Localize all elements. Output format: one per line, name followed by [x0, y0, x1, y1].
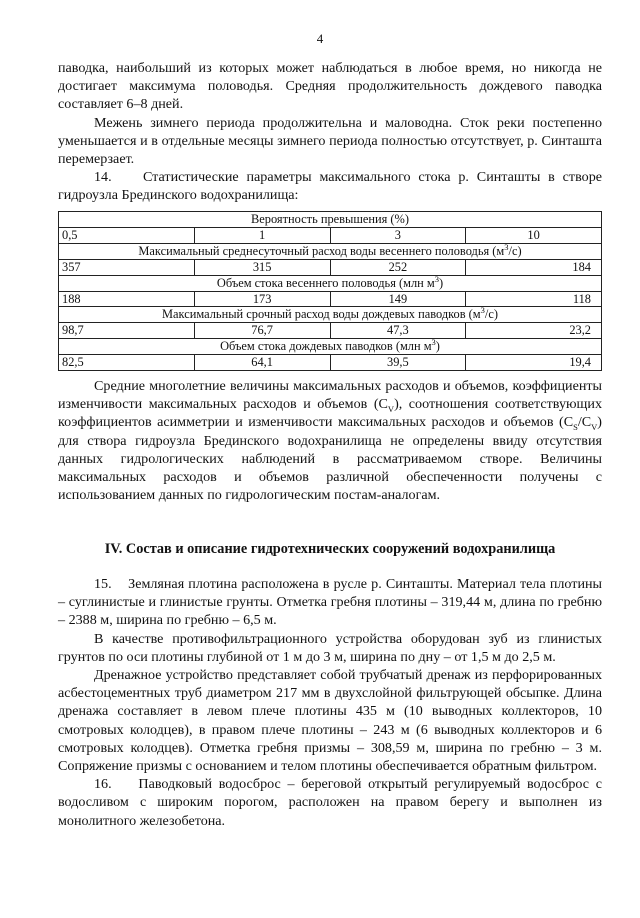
table-row: [59, 291, 602, 307]
table-cell: 315: [194, 259, 330, 275]
text-block-top: [58, 59, 602, 205]
table-row: [59, 259, 602, 275]
table-cell: 184: [466, 259, 602, 275]
paragraph-average-values: [58, 377, 602, 504]
table-cell: 82,5: [59, 355, 195, 371]
table-cell: 19,4: [466, 355, 602, 371]
text-run: ) для створа гидроузла Брединского водохранилища не определены ввиду отсутствия данных гидрологических наблюдений в рассматриваемом створе. Величины максимальных расходов и объемов различной обеспеченности получены с использованием данных по гидрологическим постам-аналогам.: [58, 414, 602, 504]
text-block-averages: [58, 377, 602, 504]
text-run: /C: [577, 414, 592, 431]
table-cell: 357: [59, 259, 195, 275]
table-cell: 173: [194, 291, 330, 307]
table-row: [59, 339, 602, 355]
section-title-text: ): [435, 339, 440, 354]
paragraph-item-16: [58, 775, 602, 830]
section-title-spring-volume: [59, 275, 602, 291]
table-cell: 118: [466, 291, 602, 307]
paragraph-flood-continuation: паводка, наибольший из которых может наблюдаться в любое время, но никогда не достигает максимума половодья. Средняя продолжительность дождевого паводка составляет 6–8 дней.: [58, 60, 602, 113]
table-cell: 76,7: [194, 323, 330, 339]
probability-header: Вероятность превышения (%): [59, 212, 602, 228]
table-cell: 47,3: [330, 323, 466, 339]
section-title-text: Объем стока дождевых паводков (млн м: [220, 339, 432, 354]
table-row: [59, 243, 602, 259]
item-14-number: 14.: [94, 169, 112, 186]
text-run: ), соотношения соответствующих коэффициентов асимметрии и изменчивости максимальных расходов и объемов (C: [58, 396, 602, 431]
section-title-sup: 3: [431, 337, 436, 348]
subscript: V: [387, 404, 395, 415]
paragraph-drainage: Дренажное устройство представляет собой трубчатый дренаж из перфорированных асбестоцементных труб диаметром 217 мм в двухслойной фильтрующей обсыпке. Длина дренажа составляет в левом плече плотины 435 м (10 выводных коллекторов, 10 смотровых колодцев), в правом плече плотины – 243 м (6 выводных коллекторов и 6 смотровых колодцев). Отметка гребня призмы – 308,59 м, ширина по гребню – 3 м. Сопряжение призмы с основанием и телом плотины обеспечивается обратным фильтром.: [58, 667, 602, 775]
table-cell: 23,2: [466, 323, 602, 339]
table-cell: 188: [59, 291, 195, 307]
table-cell: 1: [194, 227, 330, 243]
subscript: S: [573, 422, 578, 433]
table-row: [59, 307, 602, 323]
text-run: Средние многолетние величины максимальных расходов и объемов, коэффициенты изменчивости максимальных расходов и объемов (C: [58, 378, 602, 413]
table-cell: 3: [330, 227, 466, 243]
section-title-text: Максимальный среднесуточный расход воды весеннего половодья (м: [138, 243, 505, 258]
section-title-text: /с): [484, 307, 498, 322]
max-flow-table-wrap: [58, 211, 602, 371]
table-cell: 64,1: [194, 355, 330, 371]
section-title-text: Объем стока весеннего половодья (млн м: [216, 275, 435, 290]
item-16-number: 16.: [94, 776, 112, 793]
table-cell: 39,5: [330, 355, 466, 371]
table-row: [59, 227, 602, 243]
section-title-text: ): [438, 275, 444, 290]
section-title-sup: 3: [434, 273, 439, 284]
table-cell: 10: [466, 227, 602, 243]
item-16-text: Паводковый водосброс – береговой открытый регулируемый водосброс с водосливом с широким порогом, расположен на правом берегу и выполнен из монолитного железобетона.: [58, 776, 603, 829]
table-row: [59, 355, 602, 371]
max-flow-table: [58, 211, 602, 371]
table-cell: 98,7: [59, 323, 195, 339]
item-14-text: Статистические параметры максимального стока р. Синташты в створе гидроузла Брединского водохранилища:: [58, 169, 602, 204]
item-15-number: 15.: [94, 576, 112, 592]
section-title-sup: 3: [480, 305, 485, 316]
table-row: [59, 212, 602, 228]
table-cell: 252: [330, 259, 466, 275]
table-cell: 149: [330, 291, 466, 307]
section-title-spring-discharge: [59, 243, 602, 259]
section-heading: IV. Состав и описание гидротехнических сооружений водохранилища: [104, 541, 556, 557]
table-row: [59, 275, 602, 291]
item-15-text: Земляная плотина расположена в русле р. Синташты. Материал тела плотины – суглинистые и глинистые грунты. Отметка гребня плотины – 319,44 м, длина по гребню – 2388 м, ширина по гребню – 6,5 м.: [58, 576, 602, 629]
table-row: [59, 323, 602, 339]
subscript: V: [591, 422, 598, 433]
paragraph-item-14: [58, 168, 602, 204]
section-title-text: /с): [508, 243, 522, 258]
text-block-structures: [58, 575, 602, 830]
section-title-sup: 3: [504, 241, 509, 252]
section-heading-wrap: [58, 540, 602, 558]
section-title-rain-volume: [59, 339, 602, 355]
section-title-text: Максимальный срочный расход воды дождевых паводков (м: [162, 307, 481, 322]
section-title-rain-discharge: [59, 307, 602, 323]
paragraph-winter-low-water: Межень зимнего периода продолжительна и маловодна. Сток реки постепенно уменьшается и в отдельные месяцы зимнего периода полностью отсутствует, р. Синташта перемерзает.: [58, 114, 602, 168]
paragraph-cutoff-wall: В качестве противофильтрационного устройства оборудован зуб из глинистых грунтов по оси плотины глубиной от 1 м до 3 м, ширина по дну – от 1,5 м до 2,5 м.: [58, 630, 602, 665]
paragraph-item-15: [58, 575, 602, 630]
page-number: 4: [316, 31, 324, 46]
table-cell: 0,5: [59, 227, 195, 243]
